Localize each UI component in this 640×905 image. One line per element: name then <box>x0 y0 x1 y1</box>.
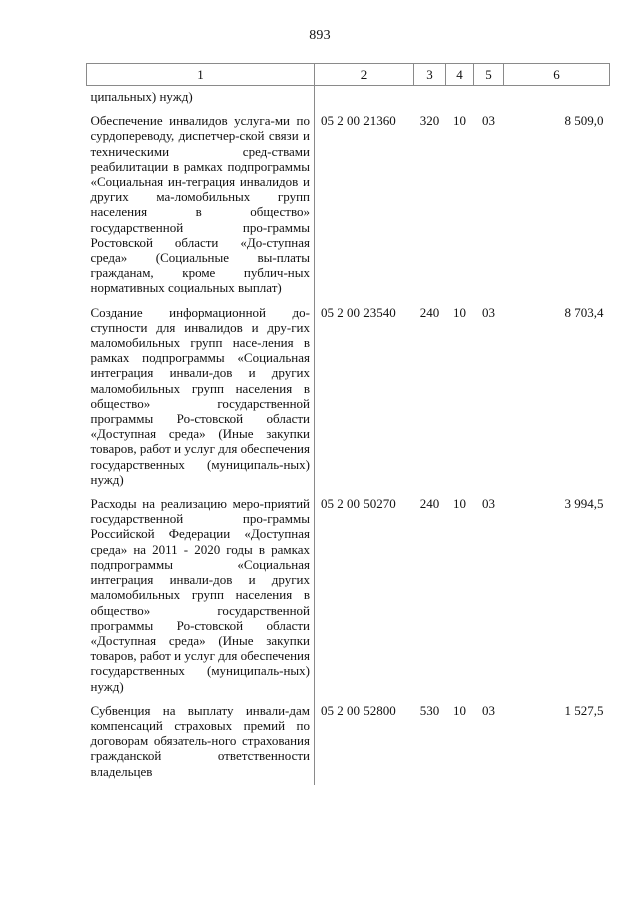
row-description: Создание информационной до-ступности для инвалидов и дру-гих маломобильных групп насе-ления в рамках подпрограммы «Социальная интеграция инвали-дов и других маломобильных групп населения в общество» государственной программы Ро-стовской области «Доступная среда» (Иные закупки товаров, работ и услуг для обеспечения государственных (муниципаль-ных) нужд) <box>87 302 315 493</box>
row-col3: 240 <box>419 496 440 512</box>
header-col-5: 5 <box>474 64 504 86</box>
continuation-text: ципальных) нужд) <box>87 86 315 111</box>
row-col5: 03 <box>482 304 495 320</box>
row-description: Обеспечение инвалидов услуга-ми по сурдопереводу, диспетчер-ской связи и техническими сред-ствами реабилитации в рамках подпрограммы «Социальная ин-теграция инвалидов и других ма-ломобильных групп населения в общество» государственной про-граммы Ростовской области «До-ступная среда» (Социальные вы-платы гражданам, кроме публич-ных нормативных социальных выплат) <box>87 110 315 301</box>
row-amount: 8 509,0 <box>564 113 604 129</box>
row-col4: 10 <box>453 702 466 718</box>
row-col4: 10 <box>453 304 466 320</box>
table-row <box>87 493 610 700</box>
row-col4: 10 <box>453 113 466 129</box>
row-col5: 03 <box>482 113 495 129</box>
header-col-3: 3 <box>414 64 446 86</box>
row-col5: 03 <box>482 496 495 512</box>
row-amount: 1 527,5 <box>564 702 604 718</box>
page-number: 893 <box>309 28 331 43</box>
row-col3: 240 <box>419 304 440 320</box>
header-col-1: 1 <box>87 64 315 86</box>
row-col4: 10 <box>453 496 466 512</box>
row-col3: 530 <box>419 702 440 718</box>
row-amount: 3 994,5 <box>564 496 604 512</box>
budget-table <box>86 63 610 785</box>
row-col3: 320 <box>419 113 440 129</box>
row-code: 05 2 00 23540 <box>321 304 396 320</box>
row-code: 05 2 00 21360 <box>321 113 396 129</box>
table-row <box>87 110 610 301</box>
continuation-row <box>87 86 610 111</box>
table-row <box>87 700 610 785</box>
header-col-6: 6 <box>504 64 610 86</box>
row-description: Расходы на реализацию меро-приятий государственной про-граммы Российской Федерации «Доступная среда» на 2011 - 2020 годы в рамках подпрограммы «Социальная интеграция инвали-дов и других маломобильных групп населения в общество» государственной программы Ро-стовской области «Доступная среда» (Иные закупки товаров, работ и услуг для обеспечения государственных (муниципаль-ных) нужд) <box>87 493 315 700</box>
header-row <box>87 64 610 86</box>
row-code: 05 2 00 50270 <box>321 496 396 512</box>
header-col-4: 4 <box>446 64 474 86</box>
row-code: 05 2 00 52800 <box>321 702 396 718</box>
row-amount: 8 703,4 <box>564 304 604 320</box>
table-row <box>87 302 610 493</box>
header-col-2: 2 <box>315 64 414 86</box>
row-description: Субвенция на выплату инвали-дам компенсаций страховых премий по договорам обязатель-ного страхования гражданской ответственности владельцев <box>87 700 315 785</box>
table-body <box>87 86 610 785</box>
table-header <box>87 64 610 86</box>
row-col5: 03 <box>482 702 495 718</box>
